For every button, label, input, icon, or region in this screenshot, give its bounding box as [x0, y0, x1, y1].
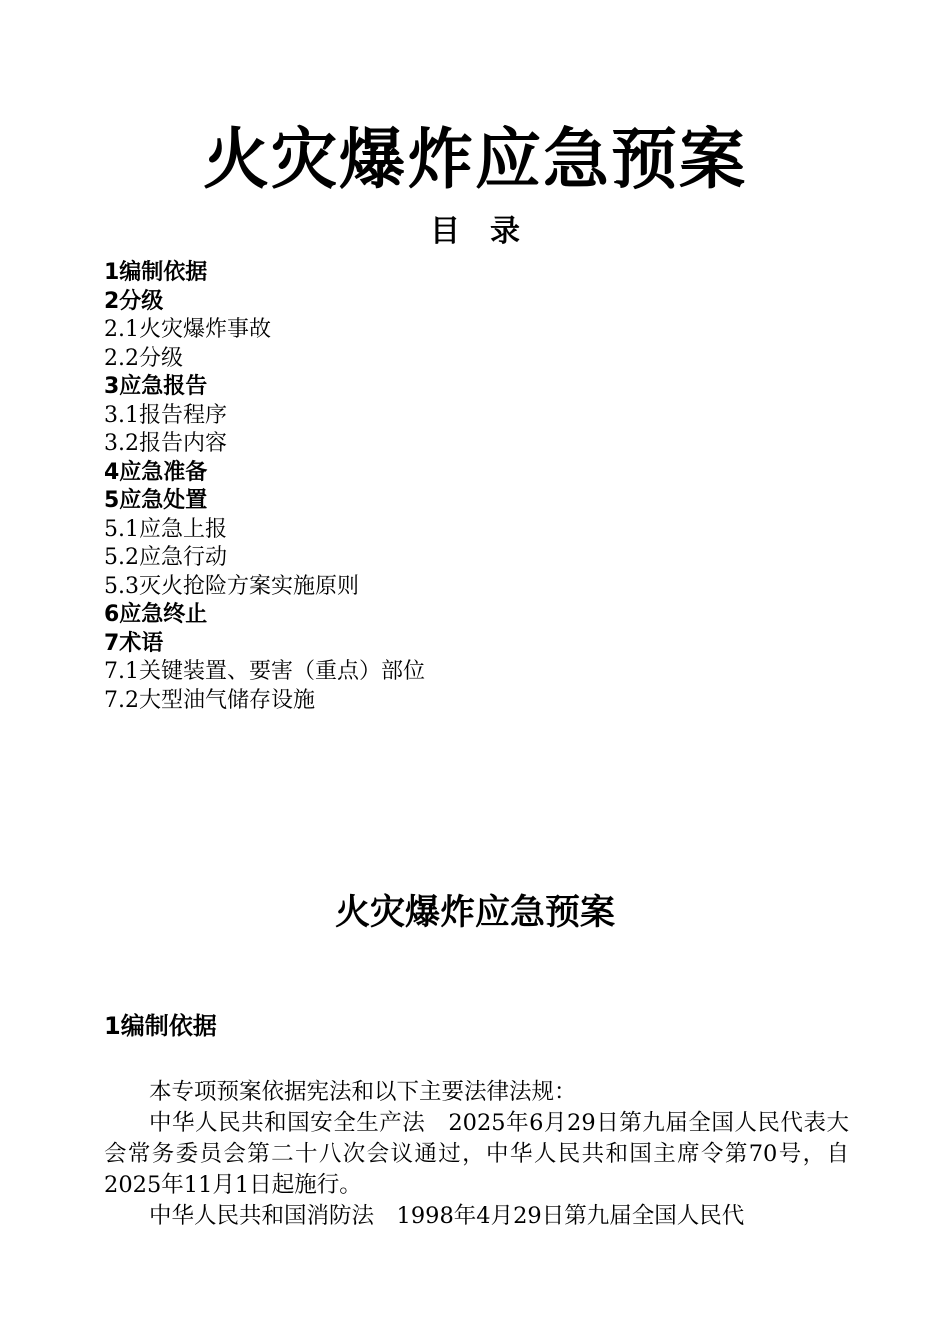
toc-item[interactable]: 5应急处置 — [104, 488, 208, 513]
toc-item[interactable]: 5.1应急上报 — [104, 516, 227, 542]
toc-item[interactable]: 3应急报告 — [104, 374, 208, 399]
toc-item[interactable]: 7.1关键装置、要害（重点）部位 — [104, 659, 425, 684]
body-text — [104, 1077, 849, 1232]
paragraph: 中华人民共和国消防法 1998年4月29日第九届全国人民代 — [149, 1203, 745, 1229]
toc-item[interactable]: 3.2报告内容 — [104, 431, 227, 456]
section-heading: 1编制依据 — [104, 1012, 217, 1040]
toc-item[interactable]: 5.2应急行动 — [104, 545, 227, 570]
toc-item[interactable]: 3.1报告程序 — [104, 402, 227, 428]
paragraph: 中华人民共和国安全生产法 2025年6月29日第九届全国人民代表大会常务委员会第二十八次会议通过，中华人民共和国主席令第70号，自2025年11月1日起施行。 — [104, 1110, 849, 1198]
paragraph: 本专项预案依据宪法和以下主要法律法规： — [149, 1079, 577, 1105]
toc-item[interactable]: 4应急准备 — [104, 459, 208, 485]
toc-item[interactable]: 2.1火灾爆炸事故 — [104, 317, 271, 342]
toc-item[interactable]: 7.2大型油气储存设施 — [104, 687, 315, 713]
toc-item[interactable]: 1编制依据 — [104, 260, 208, 285]
toc-item[interactable]: 6应急终止 — [104, 602, 208, 627]
toc-heading: 目 录 — [430, 214, 520, 249]
document-title: 火灾爆炸应急预案 — [203, 121, 747, 198]
toc-item[interactable]: 2分级 — [104, 288, 164, 314]
toc-item[interactable]: 5.3灭火抢险方案实施原则 — [104, 573, 359, 599]
body-title: 火灾爆炸应急预案 — [334, 893, 615, 933]
table-of-contents — [104, 259, 425, 715]
toc-item[interactable]: 2.2分级 — [104, 345, 183, 371]
toc-item[interactable]: 7术语 — [104, 630, 164, 656]
